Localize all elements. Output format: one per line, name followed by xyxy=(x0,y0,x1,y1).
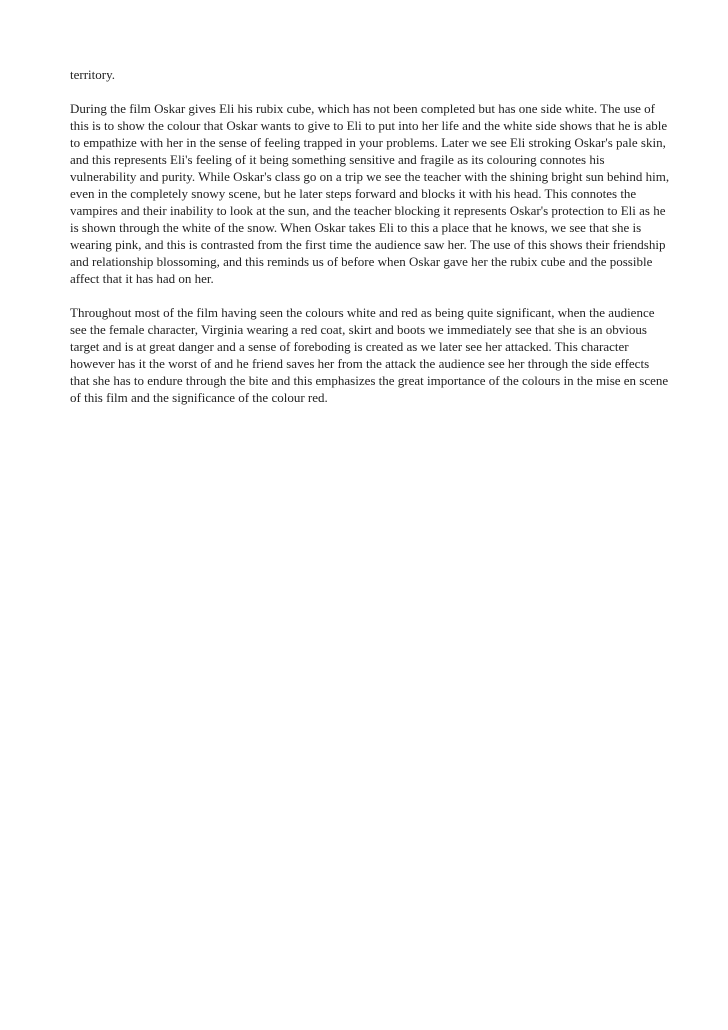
paragraph-rubix-cube: During the film Oskar gives Eli his rubix cube, which has not been completed but has one side white. The use of this is to show the colour that Oskar wants to give to Eli to put into her life and the white side shows that he is able to empathize with her in the sense of feeling trapped in your problems. Later we see Eli stroking Oskar's pale skin, and this represents Eli's feeling of it being something sensitive and fragile as its colouring connotes his vulnerability and purity. While Oskar's class go on a trip we see the teacher with the shining bright sun behind him, even in the completely snowy scene, but he later steps forward and blocks it with his head. This connotes the vampires and their inability to look at the sun, and the teacher blocking it represents Oskar's protection to Eli as he is shown through the white of the snow. When Oskar takes Eli to this a place that he knows, we see that she is wearing pink, and this is contrasted from the first time the audience saw her. The use of this shows their friendship and relationship blossoming, and this reminds us of before when Oskar gave her the rubix cube and the possible affect that it has had on her. xyxy=(70,101,670,286)
document-body xyxy=(70,66,670,423)
paragraph-colour-red: Throughout most of the film having seen the colours white and red as being quite significant, when the audience see the female character, Virginia wearing a red coat, skirt and boots we immediately see that she is an obvious target and is at great danger and a sense of foreboding is created as we later see her attacked. This character however has it the worst of and he friend saves her from the attack the audience see her through the side effects that she has to endure through the bite and this emphasizes the great importance of the colours in the mise en scene of this film and the significance of the colour red. xyxy=(70,305,669,405)
paragraph-continuation: territory. xyxy=(70,67,115,82)
